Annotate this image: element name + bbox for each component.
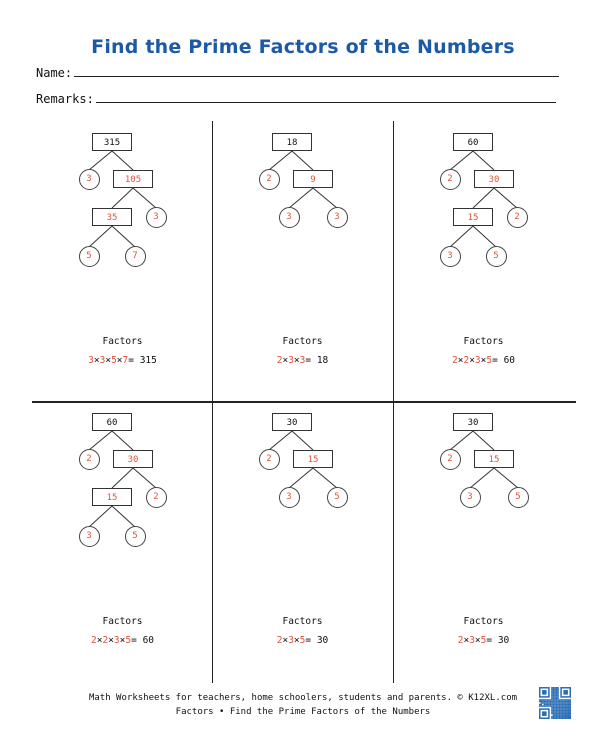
- prime-factor-circle: 3: [440, 246, 461, 267]
- tree-branch: [89, 431, 112, 450]
- root-number-box: 315: [92, 133, 132, 151]
- tree-branch: [473, 151, 494, 170]
- prime-factor: 5: [480, 635, 487, 646]
- prime-factor: 2: [457, 635, 464, 646]
- operator: = 315: [128, 355, 157, 366]
- tree-branch: [89, 151, 112, 170]
- prime-factor: 2: [451, 355, 458, 366]
- root-number-box: 30: [272, 413, 312, 431]
- prime-factor: 3: [469, 635, 475, 646]
- prime-factor: 2: [90, 635, 97, 646]
- prime-factor-circle: 2: [79, 449, 100, 470]
- prime-factor-circle: 5: [327, 487, 348, 508]
- tree-branch: [112, 151, 133, 170]
- problem-5: [212, 401, 393, 681]
- name-line[interactable]: [74, 76, 559, 77]
- prime-factor: 5: [486, 355, 493, 366]
- tree-branch: [292, 151, 313, 170]
- prime-factor-circle: 7: [125, 246, 146, 267]
- tree-branch: [450, 431, 473, 450]
- prime-factor-circle: 2: [440, 449, 461, 470]
- tree-branch: [89, 226, 112, 247]
- prime-factor-circle: 3: [327, 207, 348, 228]
- tree-branch: [89, 506, 112, 527]
- tree-branch: [269, 431, 292, 450]
- prime-factor: 5: [111, 355, 117, 366]
- factors-label: Factors: [282, 336, 323, 347]
- prime-factor-circle: 2: [259, 169, 280, 190]
- tree-branch: [112, 468, 133, 488]
- root-number-box: 60: [92, 413, 132, 431]
- footer-line-1: Math Worksheets for teachers, home schoolers, students and parents. © K12XL.com: [88, 693, 518, 703]
- operator: ×: [93, 355, 100, 366]
- problem-2: [212, 121, 393, 401]
- tree-branch: [133, 188, 156, 208]
- prime-factor-circle: 2: [146, 487, 167, 508]
- composite-factor-box: 15: [92, 488, 132, 506]
- prime-factor: 3: [288, 355, 294, 366]
- prime-factor: 3: [113, 635, 120, 646]
- tree-branch: [473, 188, 494, 208]
- problem-3: [393, 121, 574, 401]
- operator: ×: [282, 355, 289, 366]
- prime-factor: 2: [276, 355, 283, 366]
- composite-factor-box: 105: [113, 170, 153, 188]
- prime-factor: 2: [276, 635, 283, 646]
- factors-expression: [32, 635, 213, 646]
- remarks-label: Remarks:: [36, 92, 94, 106]
- factors-label: Factors: [102, 336, 143, 347]
- prime-factor-circle: 3: [79, 169, 100, 190]
- prime-factor: 7: [122, 355, 129, 366]
- tree-branch: [450, 226, 473, 247]
- problem-4: [32, 401, 213, 681]
- factors-label: Factors: [282, 616, 323, 627]
- operator: = 30: [486, 635, 510, 646]
- prime-factor-circle: 3: [279, 487, 300, 508]
- prime-factor-circle: 3: [279, 207, 300, 228]
- root-number-box: 60: [453, 133, 493, 151]
- operator: ×: [480, 355, 487, 366]
- factors-expression: [212, 355, 393, 366]
- tree-branch: [450, 151, 473, 170]
- composite-factor-box: 15: [293, 450, 333, 468]
- prime-factor: 2: [102, 635, 109, 646]
- operator: ×: [105, 355, 112, 366]
- prime-factor: 3: [88, 355, 94, 366]
- composite-factor-box: 15: [474, 450, 514, 468]
- tree-branch: [112, 431, 133, 450]
- operator: ×: [469, 355, 475, 366]
- root-number-box: 30: [453, 413, 493, 431]
- prime-factor-circle: 5: [125, 526, 146, 547]
- prime-factor: 2: [463, 355, 470, 366]
- tree-branch: [269, 151, 292, 170]
- tree-branch: [133, 468, 156, 488]
- prime-factor: 3: [288, 635, 294, 646]
- composite-factor-box: 30: [474, 170, 514, 188]
- problem-6: [393, 401, 574, 681]
- operator: ×: [293, 355, 300, 366]
- prime-factor: 3: [474, 355, 481, 366]
- composite-factor-box: 35: [92, 208, 132, 226]
- prime-factor-circle: 3: [460, 487, 481, 508]
- prime-factor-circle: 2: [440, 169, 461, 190]
- operator: ×: [293, 635, 300, 646]
- remarks-line[interactable]: [96, 102, 556, 103]
- operator: = 60: [492, 355, 516, 366]
- prime-factor: 5: [125, 635, 132, 646]
- tree-branch: [473, 431, 494, 450]
- composite-factor-box: 15: [453, 208, 493, 226]
- operator: ×: [457, 355, 464, 366]
- factors-expression: [393, 355, 574, 366]
- prime-factor-circle: 5: [79, 246, 100, 267]
- factors-expression: [393, 635, 574, 646]
- name-label: Name:: [36, 66, 73, 80]
- operator: = 60: [131, 635, 155, 646]
- prime-factor-circle: 2: [259, 449, 280, 470]
- tree-branch: [494, 468, 518, 488]
- prime-factor-circle: 3: [146, 207, 167, 228]
- operator: ×: [282, 635, 289, 646]
- tree-branch: [112, 506, 135, 527]
- composite-factor-box: 30: [113, 450, 153, 468]
- tree-branch: [112, 226, 135, 247]
- tree-branch: [470, 468, 494, 488]
- factors-label: Factors: [463, 336, 504, 347]
- tree-branch: [313, 468, 337, 488]
- footer-line-2: Factors • Find the Prime Factors of the Numbers: [175, 707, 431, 717]
- composite-factor-box: 9: [293, 170, 333, 188]
- factors-label: Factors: [463, 616, 504, 627]
- tree-branch: [292, 431, 313, 450]
- tree-branch: [473, 226, 496, 247]
- page-title: Find the Prime Factors of the Numbers: [91, 36, 515, 58]
- tree-branch: [289, 468, 313, 488]
- prime-factor-circle: 3: [79, 526, 100, 547]
- prime-factor: 3: [99, 355, 106, 366]
- operator: ×: [108, 635, 114, 646]
- root-number-box: 18: [272, 133, 312, 151]
- prime-factor: 3: [299, 355, 306, 366]
- prime-factor-circle: 2: [507, 207, 528, 228]
- problem-1: [32, 121, 213, 401]
- tree-branch: [112, 188, 133, 208]
- operator: = 30: [305, 635, 329, 646]
- tree-branch: [494, 188, 517, 208]
- name-field: [36, 66, 559, 80]
- factors-expression: [212, 635, 393, 646]
- operator: ×: [463, 635, 470, 646]
- tree-branch: [313, 188, 337, 208]
- remarks-field: [36, 92, 556, 106]
- factors-label: Factors: [102, 616, 143, 627]
- operator: ×: [474, 635, 481, 646]
- qr-code-icon: [539, 687, 571, 719]
- prime-factor: 5: [299, 635, 306, 646]
- prime-factor-circle: 5: [486, 246, 507, 267]
- operator: ×: [96, 635, 103, 646]
- tree-branch: [289, 188, 313, 208]
- operator: ×: [119, 635, 126, 646]
- factors-expression: [32, 355, 213, 366]
- operator: = 18: [305, 355, 329, 366]
- prime-factor-circle: 5: [508, 487, 529, 508]
- operator: ×: [116, 355, 123, 366]
